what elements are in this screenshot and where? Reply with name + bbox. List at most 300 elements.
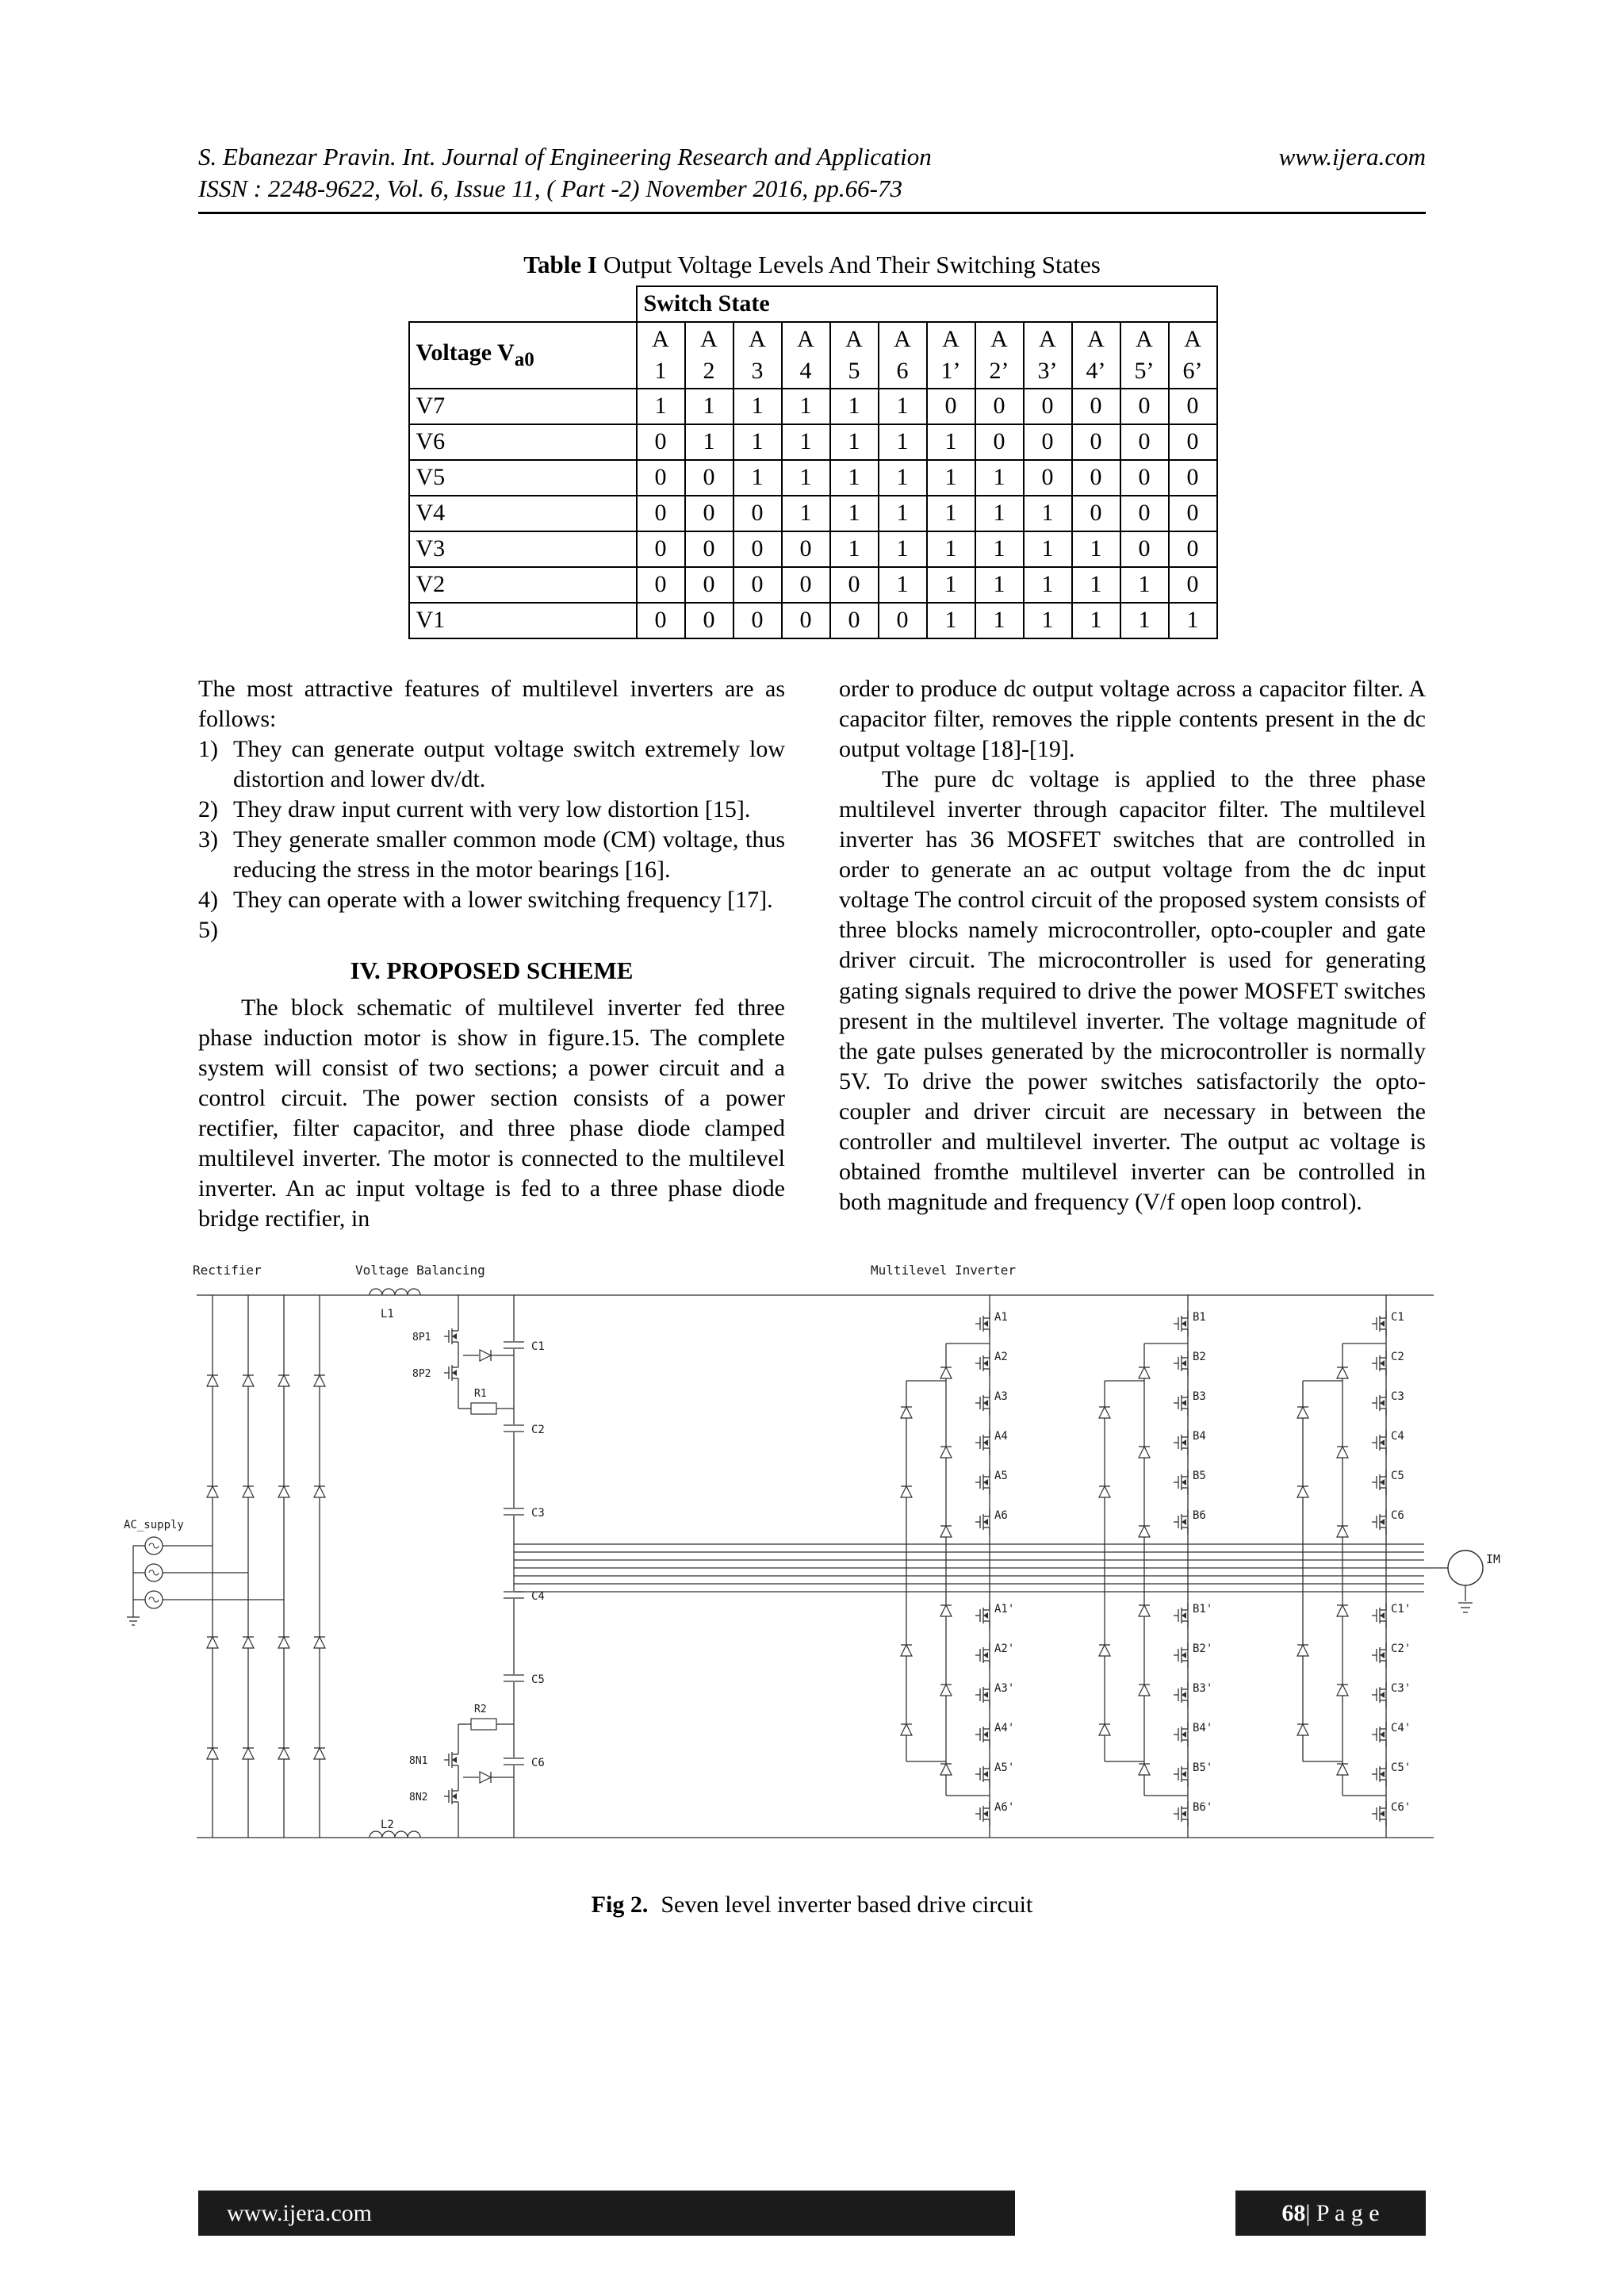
- footer-url: www.ijera.com: [227, 2199, 372, 2226]
- feature-number: 4): [198, 887, 218, 914]
- figure-caption-text: Seven level inverter based drive circuit: [661, 1891, 1033, 1918]
- switch-A6-prime-label: A6': [994, 1800, 1015, 1814]
- running-head: S. Ebanezar Pravin. Int. Journal of Engineering Research and Application: [198, 143, 932, 171]
- clamp-diode-icon: [1337, 1764, 1348, 1775]
- switch-state-value: 0: [685, 460, 733, 496]
- switch-state-value: 1: [782, 424, 830, 460]
- switch-C3-label: C3: [1391, 1389, 1404, 1403]
- voltage-level-label: V7: [409, 389, 637, 424]
- switch-C2-prime-arrow: [1380, 1652, 1385, 1658]
- switch-letter: A: [652, 325, 669, 352]
- switch-state-value: 0: [782, 567, 830, 603]
- switch-C5-arrow: [1380, 1479, 1385, 1485]
- rectifier-diode-icon: [243, 1486, 254, 1497]
- left-paragraph: The block schematic of multilevel inverter fed three phase induction motor is show in figure.15. The complete system will consist of two sections; a power circuit and a control circuit. The power section consists of a power rectifier, filter capacitor, and three phase diode clamped multilevel inverter. The motor is connected to the multilevel inverter. An ac input voltage is fed to a three phase diode bridge rectifier, in: [198, 994, 785, 1232]
- switch-B2-prime-label: B2': [1193, 1642, 1213, 1655]
- switch-A4-arrow: [983, 1439, 988, 1446]
- switch-state-value: 0: [1120, 460, 1169, 496]
- switch-state-value: 0: [1072, 424, 1120, 460]
- capacitor-label: C5: [531, 1673, 545, 1686]
- page-footer: [198, 2191, 1426, 2236]
- switch-state-value: 0: [637, 603, 685, 638]
- switch-state-value: 0: [1024, 389, 1072, 424]
- switch-number: 4’: [1086, 357, 1106, 384]
- switch-state-value: 0: [733, 567, 782, 603]
- switch-A2-prime-label: A2': [994, 1642, 1015, 1655]
- table-section: [408, 251, 1216, 639]
- switch-state-value: 1: [927, 424, 975, 460]
- figure-caption: [117, 1892, 1507, 1918]
- switch-number: 6: [896, 357, 909, 384]
- switch-C3-arrow: [1380, 1400, 1385, 1406]
- switch-A1-arrow: [983, 1320, 988, 1327]
- switch-state-value: 1: [927, 567, 975, 603]
- switch-B2-prime-arrow: [1182, 1652, 1186, 1658]
- switch-A2-label: A2: [994, 1350, 1008, 1363]
- switch-state-value: 0: [733, 531, 782, 567]
- switch-column-header: [733, 322, 782, 389]
- right-paragraph-1: order to produce dc output voltage across a capacitor filter. A capacitor filter, removes the ripple contents present in the dc output voltage [18]-[19].: [839, 675, 1426, 762]
- switch-A5-prime-arrow: [983, 1771, 988, 1777]
- switch-state-value: 0: [1024, 424, 1072, 460]
- switch-A4-label: A4: [994, 1429, 1008, 1443]
- switch-B5-arrow: [1182, 1479, 1186, 1485]
- driver-8P1-label: 8P1: [412, 1331, 431, 1343]
- clamp-diode-icon: [1099, 1724, 1110, 1735]
- inductor-L1-icon: [370, 1289, 420, 1295]
- voltage-header-text: Voltage V: [416, 339, 515, 366]
- switch-state-value: 1: [1024, 567, 1072, 603]
- feature-text: They can operate with a lower switching frequency [17].: [233, 887, 773, 914]
- switch-B3-arrow: [1182, 1400, 1186, 1406]
- table-row: [409, 460, 1217, 496]
- rectifier-diode-icon: [314, 1748, 325, 1759]
- footer-url-bar: [198, 2191, 1015, 2236]
- driver-8P2-arrow: [452, 1370, 457, 1376]
- section-heading: IV. PROPOSED SCHEME: [350, 956, 634, 985]
- switch-A1-prime-arrow: [983, 1612, 988, 1619]
- table-head: [409, 286, 1217, 389]
- resistor-R1-label: R1: [474, 1387, 487, 1400]
- switch-number: 2’: [989, 357, 1009, 384]
- journal-url: www.ijera.com: [1278, 143, 1426, 171]
- clamp-diode-icon: [901, 1645, 912, 1656]
- clamp-diode-icon: [1139, 1764, 1150, 1775]
- rectifier-diode-icon: [243, 1748, 254, 1759]
- switch-column-header: [927, 322, 975, 389]
- switch-B4-prime-label: B4': [1193, 1721, 1213, 1734]
- section-label-multilevel-inverter: Multilevel Inverter: [871, 1262, 1017, 1278]
- switch-state-value: 1: [879, 460, 927, 496]
- running-head-row: [198, 141, 1426, 173]
- switch-state-value: 0: [1024, 460, 1072, 496]
- features-list: [198, 734, 785, 946]
- switch-state-value: 1: [975, 496, 1024, 531]
- driver-8P1-arrow: [452, 1333, 457, 1340]
- section-label-rectifier: Rectifier: [193, 1262, 262, 1278]
- switch-state-value: 0: [733, 603, 782, 638]
- inductor-L2-icon: [370, 1831, 420, 1838]
- page-header: [198, 141, 1426, 214]
- switch-A5-arrow: [983, 1479, 988, 1485]
- switch-C1-arrow: [1380, 1320, 1385, 1327]
- voltage-level-label: V3: [409, 531, 637, 567]
- switch-number: 1’: [940, 357, 961, 384]
- switch-A3-prime-label: A3': [994, 1681, 1015, 1695]
- switch-state-value: 1: [879, 496, 927, 531]
- body-columns: [198, 674, 1426, 1235]
- switch-letter: A: [749, 325, 766, 352]
- switch-state-value: 0: [1120, 496, 1169, 531]
- switch-A5-label: A5: [994, 1469, 1008, 1482]
- switch-letter: A: [797, 325, 814, 352]
- switch-state-value: 0: [733, 496, 782, 531]
- feature-text: They generate smaller common mode (CM) voltage, thus reducing the stress in the motor bearings [16].: [233, 826, 785, 884]
- switch-column-header: [1072, 322, 1120, 389]
- switch-C2-arrow: [1380, 1360, 1385, 1366]
- switch-state-value: 0: [1169, 531, 1217, 567]
- switch-C1-prime-label: C1': [1391, 1602, 1411, 1616]
- clamp-diode-icon: [901, 1486, 912, 1497]
- switch-state-value: 1: [1120, 603, 1169, 638]
- capacitor-label: C3: [531, 1506, 545, 1520]
- switch-state-value: 1: [830, 531, 879, 567]
- switch-letter: A: [894, 325, 911, 352]
- switch-state-value: 0: [1120, 531, 1169, 567]
- switch-state-value: 1: [637, 389, 685, 424]
- switch-B4-prime-arrow: [1182, 1731, 1186, 1738]
- voltage-level-label: V6: [409, 424, 637, 460]
- switch-state-value: 0: [975, 389, 1024, 424]
- clamp-diode-icon: [901, 1407, 912, 1418]
- issn-line: ISSN : 2248-9622, Vol. 6, Issue 11, ( Part -2) November 2016, pp.66-73: [198, 174, 902, 203]
- switch-number: 5’: [1134, 357, 1155, 384]
- feature-item: [198, 734, 785, 795]
- switch-state-value: 1: [1072, 531, 1120, 567]
- switch-column-header: [637, 322, 685, 389]
- table-caption-text: Output Voltage Levels And Their Switching States: [603, 250, 1101, 278]
- switch-C1-prime-arrow: [1380, 1612, 1385, 1619]
- clamp-diode-icon: [940, 1605, 952, 1616]
- switch-number: 4: [799, 357, 812, 384]
- switch-state-value: 0: [879, 603, 927, 638]
- switch-state-value: 0: [685, 531, 733, 567]
- table-subheader-row: [409, 322, 1217, 389]
- switch-state-value: 0: [1072, 460, 1120, 496]
- switch-C2-label: C2: [1391, 1350, 1404, 1363]
- clamp-diode-icon: [1139, 1526, 1150, 1537]
- table-row: [409, 496, 1217, 531]
- switch-column-header: [830, 322, 879, 389]
- clamp-diode-icon: [1337, 1605, 1348, 1616]
- clamp-diode-icon: [1139, 1605, 1150, 1616]
- voltage-column-header: [409, 322, 637, 389]
- switch-state-value: 0: [685, 567, 733, 603]
- rectifier-diode-icon: [278, 1748, 289, 1759]
- switch-state-value: 1: [1169, 603, 1217, 638]
- switch-state-value: 0: [1169, 496, 1217, 531]
- switch-state-value: 1: [879, 567, 927, 603]
- switch-column-header: [782, 322, 830, 389]
- switch-number: 2: [703, 357, 715, 384]
- switch-B5-prime-label: B5': [1193, 1761, 1213, 1774]
- switch-letter: A: [845, 325, 863, 352]
- switch-C6-label: C6: [1391, 1508, 1404, 1522]
- switch-state-value: 0: [1169, 567, 1217, 603]
- switch-state-value: 1: [927, 496, 975, 531]
- clamp-diode-icon: [1297, 1724, 1308, 1735]
- right-paragraph-2: The pure dc voltage is applied to the three phase multilevel inverter through capacitor filter. The multilevel inverter has 36 MOSFET switches that are controlled in order to generate an ac output voltage from the dc input voltage The control circuit of the proposed system consists of three blocks namely microcontroller, opto-coupler and gate driver circuit. The microcontroller is used for generating gating signals required to drive the power MOSFET switches present in the multilevel inverter. The voltage magnitude of the gate pulses generated by the microcontroller is normally 5V. To drive the power switches satisfactorily the opto-coupler and driver circuit are necessary in between the controller and multilevel inverter. The output ac voltage is obtained fromthe multilevel inverter can be controlled in both magnitude and frequency (V/f open loop control).: [839, 765, 1426, 1216]
- switch-B2-arrow: [1182, 1360, 1186, 1366]
- switch-B1-prime-arrow: [1182, 1612, 1186, 1619]
- ac-supply-label: AC_supply: [124, 1518, 184, 1531]
- switch-C6-arrow: [1380, 1519, 1385, 1525]
- rectifier-diode-icon: [278, 1375, 289, 1386]
- switch-A2-arrow: [983, 1360, 988, 1366]
- resistor-R1-icon: [471, 1403, 496, 1414]
- switch-state-value: 1: [782, 460, 830, 496]
- switch-letter: A: [1136, 325, 1153, 352]
- resistor-R2-icon: [471, 1719, 496, 1730]
- switch-B6-label: B6: [1193, 1508, 1206, 1522]
- switch-state-value: 0: [1169, 460, 1217, 496]
- clamp-diode-icon: [1337, 1367, 1348, 1378]
- switch-C4-arrow: [1380, 1439, 1385, 1446]
- switch-state-value: 0: [782, 531, 830, 567]
- switch-C4-prime-label: C4': [1391, 1721, 1411, 1734]
- driver-8N2-arrow: [452, 1793, 457, 1800]
- switch-number: 3’: [1037, 357, 1058, 384]
- voltage-level-label: V5: [409, 460, 637, 496]
- switch-number: 1: [654, 357, 667, 384]
- feature-number: 1): [198, 735, 218, 762]
- switch-B1-label: B1: [1193, 1310, 1206, 1324]
- switch-C5-prime-label: C5': [1391, 1761, 1411, 1774]
- switch-column-header: [685, 322, 733, 389]
- voltage-level-label: V4: [409, 496, 637, 531]
- switch-B3-prime-label: B3': [1193, 1681, 1213, 1695]
- clamp-diode-icon: [940, 1367, 952, 1378]
- clamp-diode-icon: [1297, 1407, 1308, 1418]
- switch-A5-prime-label: A5': [994, 1761, 1015, 1774]
- rectifier-diode-icon: [207, 1748, 218, 1759]
- switch-state-value: 1: [685, 424, 733, 460]
- switch-state-value: 1: [733, 424, 782, 460]
- switch-state-value: 1: [830, 424, 879, 460]
- switch-A6-label: A6: [994, 1508, 1008, 1522]
- switch-column-header: [1120, 322, 1169, 389]
- driver-8N1-arrow: [452, 1757, 457, 1763]
- switch-state-value: 1: [975, 460, 1024, 496]
- driver-8N2-label: 8N2: [409, 1791, 428, 1803]
- switch-A6-prime-arrow: [983, 1811, 988, 1817]
- switch-column-header: [1169, 322, 1217, 389]
- capacitor-label: C1: [531, 1340, 545, 1353]
- voltage-header-subscript: a0: [514, 348, 534, 370]
- clamp-diode-icon: [940, 1447, 952, 1458]
- voltage-level-label: V1: [409, 603, 637, 638]
- intro-paragraph: The most attractive features of multilevel inverters are as follows:: [198, 675, 785, 732]
- switch-letter: A: [1087, 325, 1105, 352]
- switch-state-value: 0: [1169, 389, 1217, 424]
- capacitor-label: C2: [531, 1423, 545, 1436]
- table-row: [409, 531, 1217, 567]
- switch-number: 3: [751, 357, 764, 384]
- switch-state-value: 0: [830, 603, 879, 638]
- switch-column-header: [879, 322, 927, 389]
- switch-state-value: 1: [733, 460, 782, 496]
- table-caption: [408, 251, 1216, 279]
- switch-state-value: 1: [1024, 496, 1072, 531]
- driver-8N1-label: 8N1: [409, 1754, 428, 1767]
- switch-state-value: 0: [1120, 389, 1169, 424]
- figure-2: [117, 1262, 1507, 1918]
- switch-state-value: 1: [830, 460, 879, 496]
- clamp-diode-icon: [1337, 1447, 1348, 1458]
- switch-state-value: 0: [637, 567, 685, 603]
- driver-8P2-label: 8P2: [412, 1367, 431, 1380]
- switch-letter: A: [1184, 325, 1201, 352]
- table-row: [409, 603, 1217, 638]
- switch-B6-prime-label: B6': [1193, 1800, 1213, 1814]
- switch-state-value: 1: [782, 389, 830, 424]
- switch-B3-label: B3: [1193, 1389, 1206, 1403]
- switch-state-value: 0: [1072, 389, 1120, 424]
- clamp-diode-icon: [1337, 1526, 1348, 1537]
- switch-state-value: 0: [637, 496, 685, 531]
- switching-states-table: [408, 286, 1218, 639]
- voltage-level-label: V2: [409, 567, 637, 603]
- motor-icon: [1448, 1550, 1483, 1585]
- switch-C3-prime-arrow: [1380, 1692, 1385, 1698]
- switch-state-value: 0: [685, 603, 733, 638]
- left-column: [198, 674, 785, 1235]
- feature-text: [233, 915, 785, 945]
- switch-B1-prime-label: B1': [1193, 1602, 1213, 1616]
- rectifier-diode-icon: [207, 1637, 218, 1648]
- switch-state-value: 0: [637, 424, 685, 460]
- switch-C4-label: C4: [1391, 1429, 1404, 1443]
- switch-state-value: 1: [879, 531, 927, 567]
- switch-state-value: 0: [975, 424, 1024, 460]
- switch-state-value: 0: [927, 389, 975, 424]
- switch-letter: A: [990, 325, 1008, 352]
- resistor-R2-label: R2: [474, 1703, 487, 1715]
- feature-item: [198, 915, 785, 945]
- feature-text: They can generate output voltage switch extremely low distortion and lower dv/dt.: [233, 735, 785, 792]
- switch-B2-label: B2: [1193, 1350, 1206, 1363]
- table-groupheader-row: [409, 286, 1217, 322]
- footer-page-suffix: | P a g e: [1305, 2199, 1380, 2226]
- switch-state-value: 1: [975, 531, 1024, 567]
- clamp-diode-icon: [1139, 1685, 1150, 1696]
- switch-A6-arrow: [983, 1519, 988, 1525]
- switch-state-value: 1: [1072, 603, 1120, 638]
- header-rule: [198, 212, 1426, 214]
- feature-number: 5): [198, 917, 218, 944]
- switch-state-value: 0: [830, 567, 879, 603]
- capacitor-label: C4: [531, 1589, 545, 1603]
- rectifier-diode-icon: [243, 1637, 254, 1648]
- switch-state-value: 1: [879, 389, 927, 424]
- switch-state-value: 0: [637, 531, 685, 567]
- switch-state-value: 0: [1120, 424, 1169, 460]
- switch-B1-arrow: [1182, 1320, 1186, 1327]
- clamp-diode-icon: [1297, 1645, 1308, 1656]
- switch-state-header: Switch State: [637, 286, 1217, 322]
- table-corner-cell: [409, 286, 637, 322]
- switch-state-value: 1: [879, 424, 927, 460]
- switch-A1-prime-label: A1': [994, 1602, 1015, 1616]
- switch-B6-arrow: [1182, 1519, 1186, 1525]
- clamp-diode-icon: [1139, 1367, 1150, 1378]
- switch-C2-prime-label: C2': [1391, 1642, 1411, 1655]
- table-row: [409, 424, 1217, 460]
- switch-B5-prime-arrow: [1182, 1771, 1186, 1777]
- switch-B4-arrow: [1182, 1439, 1186, 1446]
- switch-C5-label: C5: [1391, 1469, 1404, 1482]
- clamp-diode-icon: [1297, 1486, 1308, 1497]
- clamp-diode-icon: [1099, 1486, 1110, 1497]
- table-caption-label: Table I: [523, 250, 597, 278]
- switch-state-value: 1: [1024, 531, 1072, 567]
- switch-B3-prime-arrow: [1182, 1692, 1186, 1698]
- switch-state-value: 1: [1024, 603, 1072, 638]
- switch-state-value: 0: [685, 496, 733, 531]
- switch-state-value: 1: [685, 389, 733, 424]
- table-row: [409, 567, 1217, 603]
- switch-A4-prime-label: A4': [994, 1721, 1015, 1734]
- figure-caption-label: Fig 2.: [591, 1891, 649, 1918]
- footer-page-bar: [1235, 2191, 1426, 2236]
- switch-state-value: 0: [1169, 424, 1217, 460]
- switch-state-value: 1: [1120, 567, 1169, 603]
- feature-number: 3): [198, 826, 218, 853]
- switch-B5-label: B5: [1193, 1469, 1206, 1482]
- switch-A3-arrow: [983, 1400, 988, 1406]
- switch-A3-prime-arrow: [983, 1692, 988, 1698]
- switch-state-value: 1: [975, 567, 1024, 603]
- switch-state-value: 0: [1072, 496, 1120, 531]
- switch-state-value: 1: [927, 531, 975, 567]
- switch-state-value: 1: [927, 460, 975, 496]
- table-row: [409, 389, 1217, 424]
- clamp-diode-icon: [940, 1526, 952, 1537]
- switch-number: 5: [848, 357, 860, 384]
- clamp-diode-icon: [901, 1724, 912, 1735]
- rectifier-diode-icon: [314, 1375, 325, 1386]
- motor-label: IM: [1486, 1551, 1501, 1566]
- switch-C4-prime-arrow: [1380, 1731, 1385, 1738]
- feature-number: 2): [198, 795, 218, 822]
- switch-state-value: 0: [782, 603, 830, 638]
- feature-item: [198, 825, 785, 885]
- switch-A4-prime-arrow: [983, 1731, 988, 1738]
- switch-C3-prime-label: C3': [1391, 1681, 1411, 1695]
- switch-letter: A: [942, 325, 959, 352]
- switch-number: 6’: [1182, 357, 1203, 384]
- rectifier-diode-icon: [207, 1486, 218, 1497]
- balancing-diode-icon: [480, 1350, 491, 1361]
- feature-text: They draw input current with very low distortion [15].: [233, 795, 751, 822]
- footer-page-number: 68: [1281, 2199, 1306, 2226]
- clamp-diode-icon: [940, 1764, 952, 1775]
- feature-item: [198, 795, 785, 825]
- switch-C1-label: C1: [1391, 1310, 1404, 1324]
- switch-letter: A: [700, 325, 718, 352]
- switch-B4-label: B4: [1193, 1429, 1206, 1443]
- clamp-diode-icon: [1337, 1685, 1348, 1696]
